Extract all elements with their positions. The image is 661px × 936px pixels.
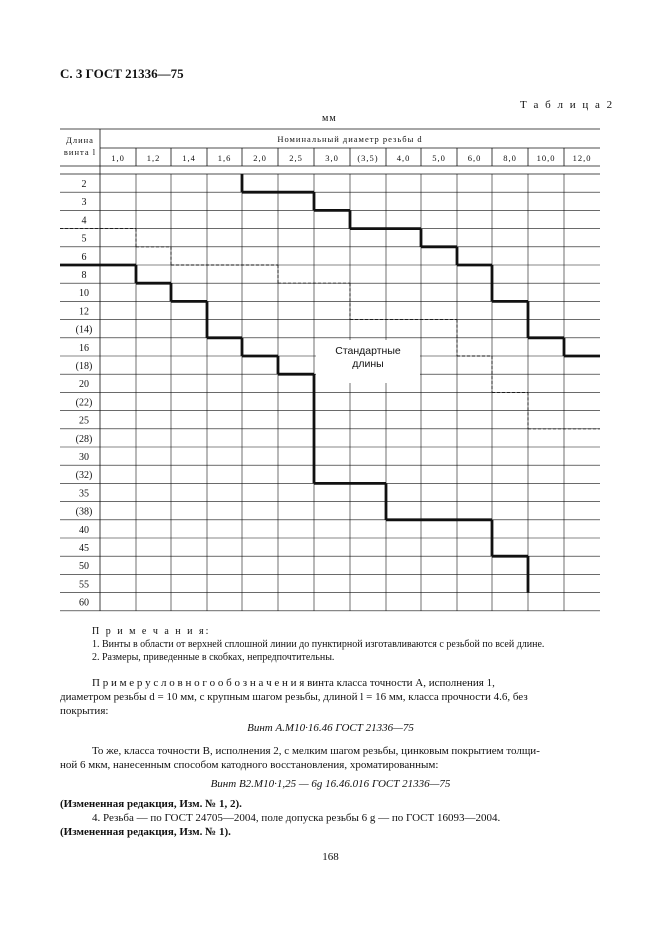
length-label: 12 xyxy=(79,306,89,318)
standard-label-line2: длины xyxy=(352,358,384,370)
length-label: 40 xyxy=(79,524,89,536)
diameter-label: 2,5 xyxy=(289,153,303,163)
example-1-line2: диаметром резьбы d = 10 мм, с крупным шагом резьбы, длиной l = 16 мм, класса прочности 4.6, без xyxy=(60,691,528,703)
length-label: 50 xyxy=(79,561,89,573)
diameter-label: 2,0 xyxy=(253,153,267,163)
diameter-label: 3,0 xyxy=(325,153,339,163)
note-2: 2. Размеры, приведенные в скобках, непредпочтительны. xyxy=(92,652,335,663)
diameter-label: 5,0 xyxy=(432,153,446,163)
length-label: 20 xyxy=(79,379,89,391)
page-header: С. 3 ГОСТ 21336—75 xyxy=(60,66,184,81)
example-2-text xyxy=(60,744,602,772)
col-header: Номинальный диаметр резьбы d xyxy=(277,134,423,144)
example-1-line3: покрытия: xyxy=(60,705,109,717)
length-label: (38) xyxy=(75,506,93,518)
diameter-label: 1,4 xyxy=(182,153,196,163)
diameter-label: (3,5) xyxy=(357,153,379,163)
example-1-line1: П р и м е р у с л о в н о г о о б о з н а ч е н и я винта класса точности А, исполнения 1, xyxy=(92,677,495,689)
length-label: (28) xyxy=(75,433,93,445)
note-1: 1. Винты в области от верхней сплошной линии до пунктирной изготавливаются с резьбой по всей длине. xyxy=(92,639,545,650)
notes-title: П р и м е ч а н и я: xyxy=(92,626,211,637)
length-label: 16 xyxy=(79,342,89,354)
length-label: 10 xyxy=(79,288,89,300)
standard-label-line1: Стандартные xyxy=(335,345,401,357)
diameter-label: 8,0 xyxy=(503,153,517,163)
notes xyxy=(92,625,544,664)
revision-note-2: (Измененная редакция, Изм. № 1). xyxy=(60,826,231,838)
diameter-label: 4,0 xyxy=(396,153,411,163)
dashed-boundary xyxy=(60,229,600,429)
diameter-label: 1,2 xyxy=(146,153,161,163)
diameter-label: 1,0 xyxy=(111,153,125,163)
page-number: 168 xyxy=(322,851,339,863)
length-label: (14) xyxy=(75,324,93,336)
diameter-label: 12,0 xyxy=(572,153,592,163)
length-label: 35 xyxy=(79,488,89,500)
length-label: 55 xyxy=(79,579,89,591)
example-1-formula: Винт А.М10·16.46 ГОСТ 21336—75 xyxy=(247,722,414,734)
example-1-text xyxy=(60,676,602,718)
length-label: 45 xyxy=(79,543,89,554)
length-label: 30 xyxy=(79,452,89,463)
example-2-line2: ной 6 мкм, нанесенным способом катодного восстановления, хроматированным: xyxy=(60,759,439,771)
row-header-line2: винта l xyxy=(63,147,97,157)
row-header-line1: Длина xyxy=(66,135,94,145)
length-label: 3 xyxy=(81,197,87,209)
table-caption: Т а б л и ц а 2 xyxy=(520,99,615,111)
length-label: 5 xyxy=(81,233,87,245)
revision-block xyxy=(60,797,602,839)
length-label: (22) xyxy=(75,397,93,409)
revision-note-1: (Измененная редакция, Изм. № 1, 2). xyxy=(60,798,242,810)
example-2-formula: Винт В2.М10·1,25 — 6g 16.46.016 ГОСТ 21336—75 xyxy=(210,778,451,790)
diameter-label: 6,0 xyxy=(467,153,482,163)
length-label: 60 xyxy=(79,597,89,609)
length-label: 6 xyxy=(81,251,87,263)
length-label: 2 xyxy=(81,179,87,190)
diameter-label: 10,0 xyxy=(536,153,556,163)
length-label: (18) xyxy=(75,361,93,372)
length-label: (32) xyxy=(75,470,93,482)
length-label: 4 xyxy=(81,215,87,227)
length-label: 25 xyxy=(79,415,89,427)
solid-boundary xyxy=(60,174,600,593)
units-label: мм xyxy=(322,113,337,124)
example-2-line1: То же, класса точности В, исполнения 2, с мелким шагом резьбы, цинковым покрытием толщи- xyxy=(92,745,540,757)
standard-lengths-label xyxy=(316,340,420,383)
length-label: 8 xyxy=(81,270,87,281)
item-4: 4. Резьба — по ГОСТ 24705—2004, поле допуска резьбы 6 g — по ГОСТ 16093—2004. xyxy=(92,812,501,824)
diameter-label: 1,6 xyxy=(217,153,232,163)
